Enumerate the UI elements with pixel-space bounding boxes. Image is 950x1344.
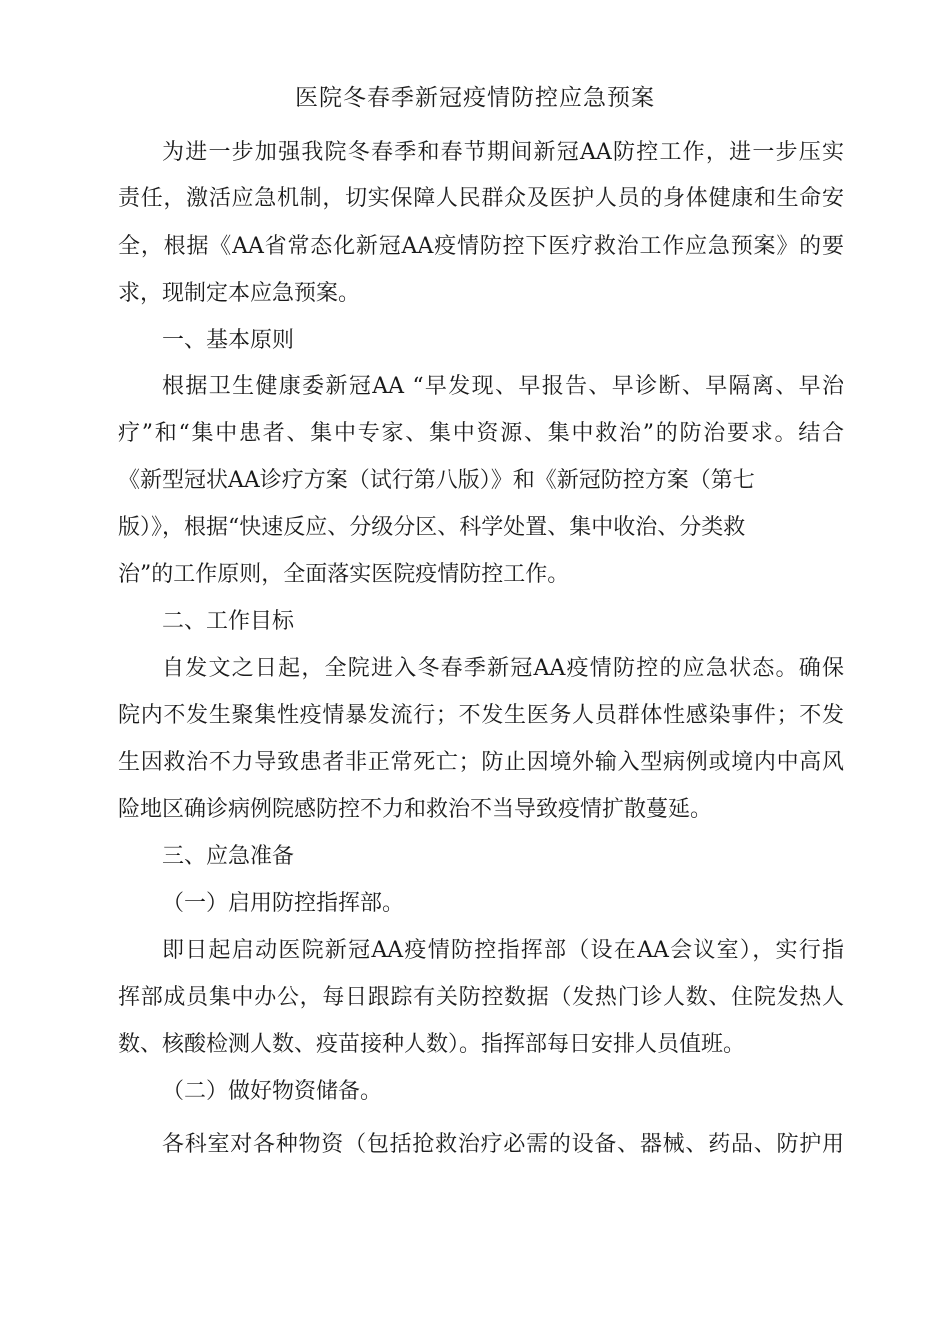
paragraph-line: 责任，激活应急机制，切实保障人民群众及医护人员的身体健康和生命安 <box>118 186 844 211</box>
paragraph-line: 版）》，根据“快速反应、分级分区、科学处置、集中收治、分类救 <box>118 515 746 540</box>
paragraph-line: 数、核酸检测人数、疫苗接种人数）。指挥部每日安排人员值班。 <box>118 1032 746 1057</box>
paragraph-line: 治”的工作原则，全面落实医院疫情防控工作。 <box>118 562 570 587</box>
subsection-heading: （一）启用防控指挥部。 <box>162 891 405 916</box>
paragraph-line: 自发文之日起，全院进入冬春季新冠AA疫情防控的应急状态。确保 <box>162 656 844 681</box>
paragraph-line: 为进一步加强我院冬春季和春节期间新冠AA防控工作，进一步压实 <box>162 140 844 165</box>
paragraph-line: 即日起启动医院新冠AA疫情防控指挥部（设在AA会议室），实行指 <box>162 938 844 963</box>
paragraph-line: 求，现制定本应急预案。 <box>118 281 361 306</box>
paragraph-line: 各科室对各种物资（包括抢救治疗必需的设备、器械、药品、防护用 <box>162 1132 844 1157</box>
paragraph-line: 险地区确诊病例院感防控不力和救治不当导致疫情扩散蔓延。 <box>118 797 713 822</box>
paragraph-line: 根据卫生健康委新冠AA “早发现、早报告、早诊断、早隔离、早治 <box>162 374 844 399</box>
section-heading: 二、工作目标 <box>162 609 295 634</box>
paragraph-line: 院内不发生聚集性疫情暴发流行；不发生医务人员群体性感染事件；不发 <box>118 703 844 728</box>
subsection-heading: （二）做好物资储备。 <box>162 1079 383 1104</box>
section-heading: 一、基本原则 <box>162 328 295 353</box>
section-heading: 三、应急准备 <box>162 844 295 869</box>
paragraph-line: 全，根据《AA省常态化新冠AA疫情防控下医疗救治工作应急预案》的要 <box>118 234 844 259</box>
document-title: 医院冬春季新冠疫情防控应急预案 <box>295 85 655 111</box>
paragraph-line: 挥部成员集中办公，每日跟踪有关防控数据（发热门诊人数、住院发热人 <box>118 985 844 1010</box>
paragraph-line: 《新型冠状AA诊疗方案（试行第八版）》和《新冠防控方案（第七 <box>118 468 755 493</box>
paragraph-line: 疗”和“集中患者、集中专家、集中资源、集中救治”的防治要求。结合 <box>118 421 844 446</box>
paragraph-line: 生因救治不力导致患者非正常死亡；防止因境外输入型病例或境内中高风 <box>118 750 844 775</box>
